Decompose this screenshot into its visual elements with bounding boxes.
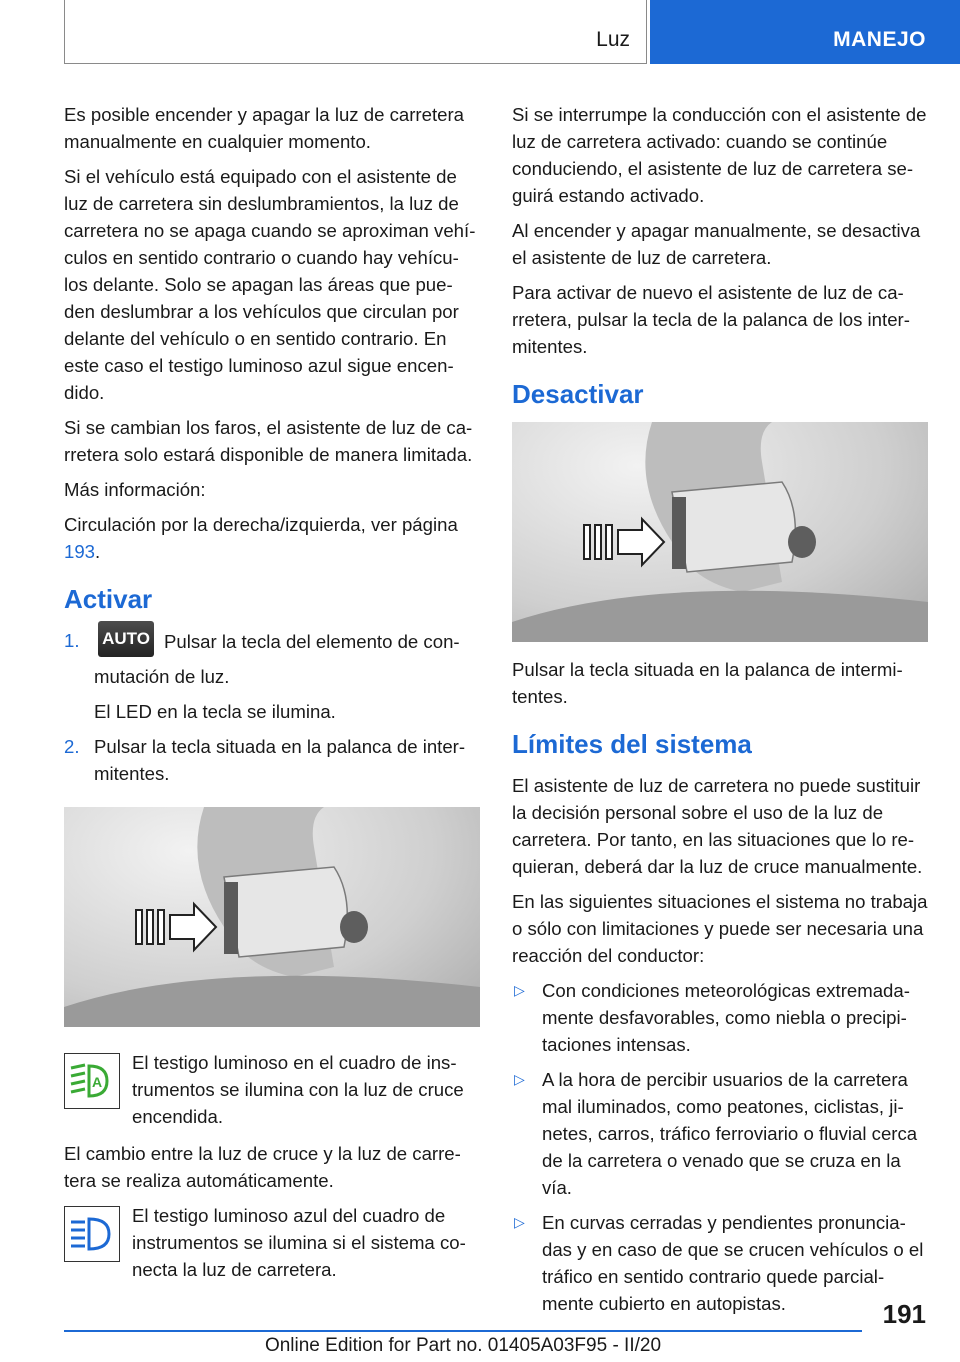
svg-text:A: A xyxy=(92,1074,103,1090)
turn-signal-lever-photo xyxy=(512,422,928,642)
step-text: Pulsar la tecla situada en la palanca de intermitentes. xyxy=(94,736,466,784)
auto-button-icon: AUTO xyxy=(98,621,154,657)
step-subtext: El LED en la tecla se ilumina. xyxy=(94,701,336,722)
high-beam-indicator-row xyxy=(64,1202,476,1283)
triangle-bullet-icon: ▷ xyxy=(514,1071,525,1087)
list-item-text: En curvas cerradas y pendientes pronunciadas y en caso de que se crucen vehículos o el tráfico en sentido contrario quede parcialmente cubierto en autopistas. xyxy=(542,1212,924,1314)
header-chapter-tab: MANEJO xyxy=(650,0,960,64)
list-item-text: Con condiciones meteorológicas extremadamente desfavorables, como niebla o precipitaciones intensas. xyxy=(542,980,910,1055)
paragraph: El asistente de luz de carretera no puede sustituir la decisión personal sobre el uso de la luz de carretera. Por tanto, en las situaciones que lo requieran, deberá dar la luz de cruce manualmente. xyxy=(512,775,923,877)
paragraph-cross-reference xyxy=(64,511,476,565)
header-section-title: Luz xyxy=(596,28,630,51)
paragraph: Pulsar la tecla situada en la palanca de intermitentes. xyxy=(512,659,903,707)
list-item xyxy=(512,977,928,1058)
cross-ref-text: Circulación por la derecha/izquierda, ver página xyxy=(64,514,458,535)
indicator-description: El testigo luminoso azul del cuadro de instrumentos se ilumina si el sistema conecta la luz de carretera. xyxy=(132,1205,466,1280)
paragraph: Si el vehículo está equipado con el asistente de luz de carretera sin deslumbramientos, la luz de carretera no se apaga cuando se aproximan vehículos en sentido contrario o cuando hay vehículos delante. Solo se apagan las áreas que pueden deslumbrar a los vehículos que circulan por delante del vehículo o en sentido contrario. En este caso el testigo luminoso azul sigue encendido. xyxy=(64,166,476,403)
turn-signal-lever-photo xyxy=(64,807,480,1027)
paragraph: Al encender y apagar manualmente, se desactiva el asistente de luz de carretera. xyxy=(512,220,921,268)
low-beam-indicator-row xyxy=(64,1049,476,1130)
heading-desactivar: Desactivar xyxy=(512,379,644,409)
step-text: Pulsar la tecla del elemento de conmutación de luz. xyxy=(94,631,460,687)
triangle-bullet-icon: ▷ xyxy=(514,982,525,998)
header-frame xyxy=(64,0,647,64)
footer-divider xyxy=(64,1330,862,1332)
right-column xyxy=(512,101,928,1325)
indicator-description: El testigo luminoso en el cuadro de instrumentos se ilumina con la luz de cruce encendida. xyxy=(132,1052,464,1127)
paragraph: Es posible encender y apagar la luz de carretera manualmente en cualquier momento. xyxy=(64,104,465,152)
paragraph: Más información: xyxy=(64,479,206,500)
list-item-text: A la hora de percibir usuarios de la carretera mal iluminados, como peatones, ciclistas, jinetes, carros, tráfico ferroviario o fluvial cerca de la carretera o venado que se cruza en la vía. xyxy=(542,1069,918,1198)
step-1 xyxy=(64,627,476,725)
paragraph: Para activar de nuevo el asistente de luz de carretera, pulsar la tecla de la palanca de los intermitentes. xyxy=(512,282,910,357)
triangle-bullet-icon: ▷ xyxy=(514,1214,525,1230)
heading-activar: Activar xyxy=(64,584,153,614)
left-column xyxy=(64,101,476,1293)
step-2 xyxy=(64,733,476,787)
paragraph: Si se interrumpe la conducción con el asistente de luz de carretera activado: cuando se continúe conduciendo, el asistente de luz de carretera seguirá estando activado. xyxy=(512,104,927,206)
high-beam-icon xyxy=(64,1206,120,1262)
page-link[interactable]: 193 xyxy=(64,541,96,562)
step-number: 1. xyxy=(64,630,80,651)
page-number: 191 xyxy=(882,1299,926,1329)
list-item xyxy=(512,1066,928,1201)
heading-limites: Límites del sistema xyxy=(512,729,752,759)
low-beam-assist-icon xyxy=(64,1053,120,1109)
footer-edition-text: Online Edition for Part no. 01405A03F95 - II/20 xyxy=(264,1335,662,1356)
paragraph: El cambio entre la luz de cruce y la luz de carretera se realiza automáticamente. xyxy=(64,1143,461,1191)
paragraph: Si se cambian los faros, el asistente de luz de carretera solo estará disponible de manera limitada. xyxy=(64,417,473,465)
step-number: 2. xyxy=(64,736,80,757)
paragraph: En las siguientes situaciones el sistema no trabaja o sólo con limitaciones y puede ser necesaria una reacción del conductor: xyxy=(512,891,928,966)
cross-ref-end: . xyxy=(95,541,101,562)
